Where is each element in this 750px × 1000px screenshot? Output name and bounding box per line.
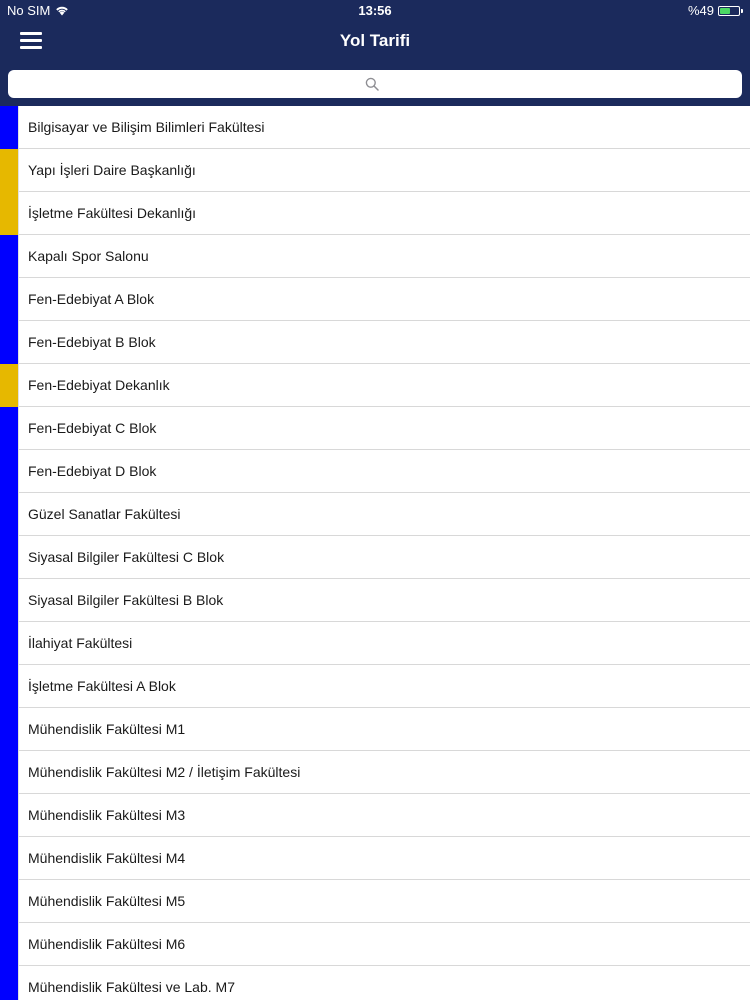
list-item-label: Fen-Edebiyat B Blok [28,334,156,350]
list-item[interactable] [0,708,750,751]
header [0,0,750,106]
list-item-label: Kapalı Spor Salonu [28,248,149,264]
list-item-label: Fen-Edebiyat Dekanlık [28,377,170,393]
category-color-marker [0,751,19,794]
status-battery [688,3,740,18]
list-item[interactable] [0,880,750,923]
category-color-marker [0,665,19,708]
list-item[interactable] [0,278,750,321]
category-color-marker [0,536,19,579]
category-color-marker [0,149,19,192]
category-color-marker [0,235,19,278]
list-item[interactable] [0,923,750,966]
list-item[interactable] [0,235,750,278]
list-item[interactable] [0,364,750,407]
category-color-marker [0,579,19,622]
list-item-label: Mühendislik Fakültesi M1 [28,721,186,737]
list-item[interactable] [0,192,750,235]
page-title: Yol Tarifi [339,31,411,50]
list-item-label: Siyasal Bilgiler Fakültesi C Blok [28,549,225,565]
search-bar [8,70,742,98]
category-color-marker [0,794,19,837]
list-item-label: Fen-Edebiyat D Blok [28,463,157,479]
category-color-marker [0,708,19,751]
battery-percent: %49 [687,3,714,18]
list-item-label: Mühendislik Fakültesi M4 [28,850,186,866]
list-item[interactable] [0,321,750,364]
category-color-marker [0,923,19,966]
list-item[interactable] [0,837,750,880]
list-item-label: İşletme Fakültesi Dekanlığı [28,205,197,221]
list-item-label: İlahiyat Fakültesi [28,635,133,651]
list-item[interactable] [0,106,750,149]
status-time: 13:56 [358,3,392,18]
battery-fill [720,8,730,14]
status-bar [0,0,750,22]
list-item-label: Yapı İşleri Daire Başkanlığı [28,162,196,178]
list-item-label: Bilgisayar ve Bilişim Bilimleri Fakültesi [28,119,265,135]
list-item[interactable] [0,407,750,450]
hamburger-menu-icon[interactable] [20,32,42,50]
search-input[interactable] [8,70,742,98]
carrier-label: No SIM [7,3,51,18]
list-item-label: İşletme Fakültesi A Blok [28,678,176,694]
category-color-marker [0,880,19,923]
location-list [0,106,750,1000]
list-item-label: Mühendislik Fakültesi M5 [28,893,186,909]
category-color-marker [0,278,19,321]
category-color-marker [0,966,19,1000]
list-item-label: Fen-Edebiyat C Blok [28,420,157,436]
category-color-marker [0,192,19,235]
nav-bar [0,22,750,64]
list-item-label: Mühendislik Fakültesi M2 / İletişim Fakültesi [28,764,301,780]
category-color-marker [0,493,19,536]
category-color-marker [0,450,19,493]
list-item[interactable] [0,622,750,665]
list-item[interactable] [0,450,750,493]
category-color-marker [0,106,19,149]
list-item-label: Mühendislik Fakültesi M6 [28,936,186,952]
battery-icon [718,6,740,16]
list-item[interactable] [0,149,750,192]
category-color-marker [0,364,19,407]
list-item[interactable] [0,665,750,708]
list-item[interactable] [0,966,750,1000]
list-item-label: Güzel Sanatlar Fakültesi [28,506,181,522]
list-item[interactable] [0,751,750,794]
list-item[interactable] [0,536,750,579]
list-item-label: Fen-Edebiyat A Blok [28,291,155,307]
list-item-label: Mühendislik Fakültesi ve Lab. M7 [28,979,235,995]
category-color-marker [0,622,19,665]
list-item-label: Siyasal Bilgiler Fakültesi B Blok [28,592,224,608]
category-color-marker [0,837,19,880]
category-color-marker [0,407,19,450]
list-item[interactable] [0,794,750,837]
list-item[interactable] [0,493,750,536]
list-item[interactable] [0,579,750,622]
category-color-marker [0,321,19,364]
list-item-label: Mühendislik Fakültesi M3 [28,807,186,823]
